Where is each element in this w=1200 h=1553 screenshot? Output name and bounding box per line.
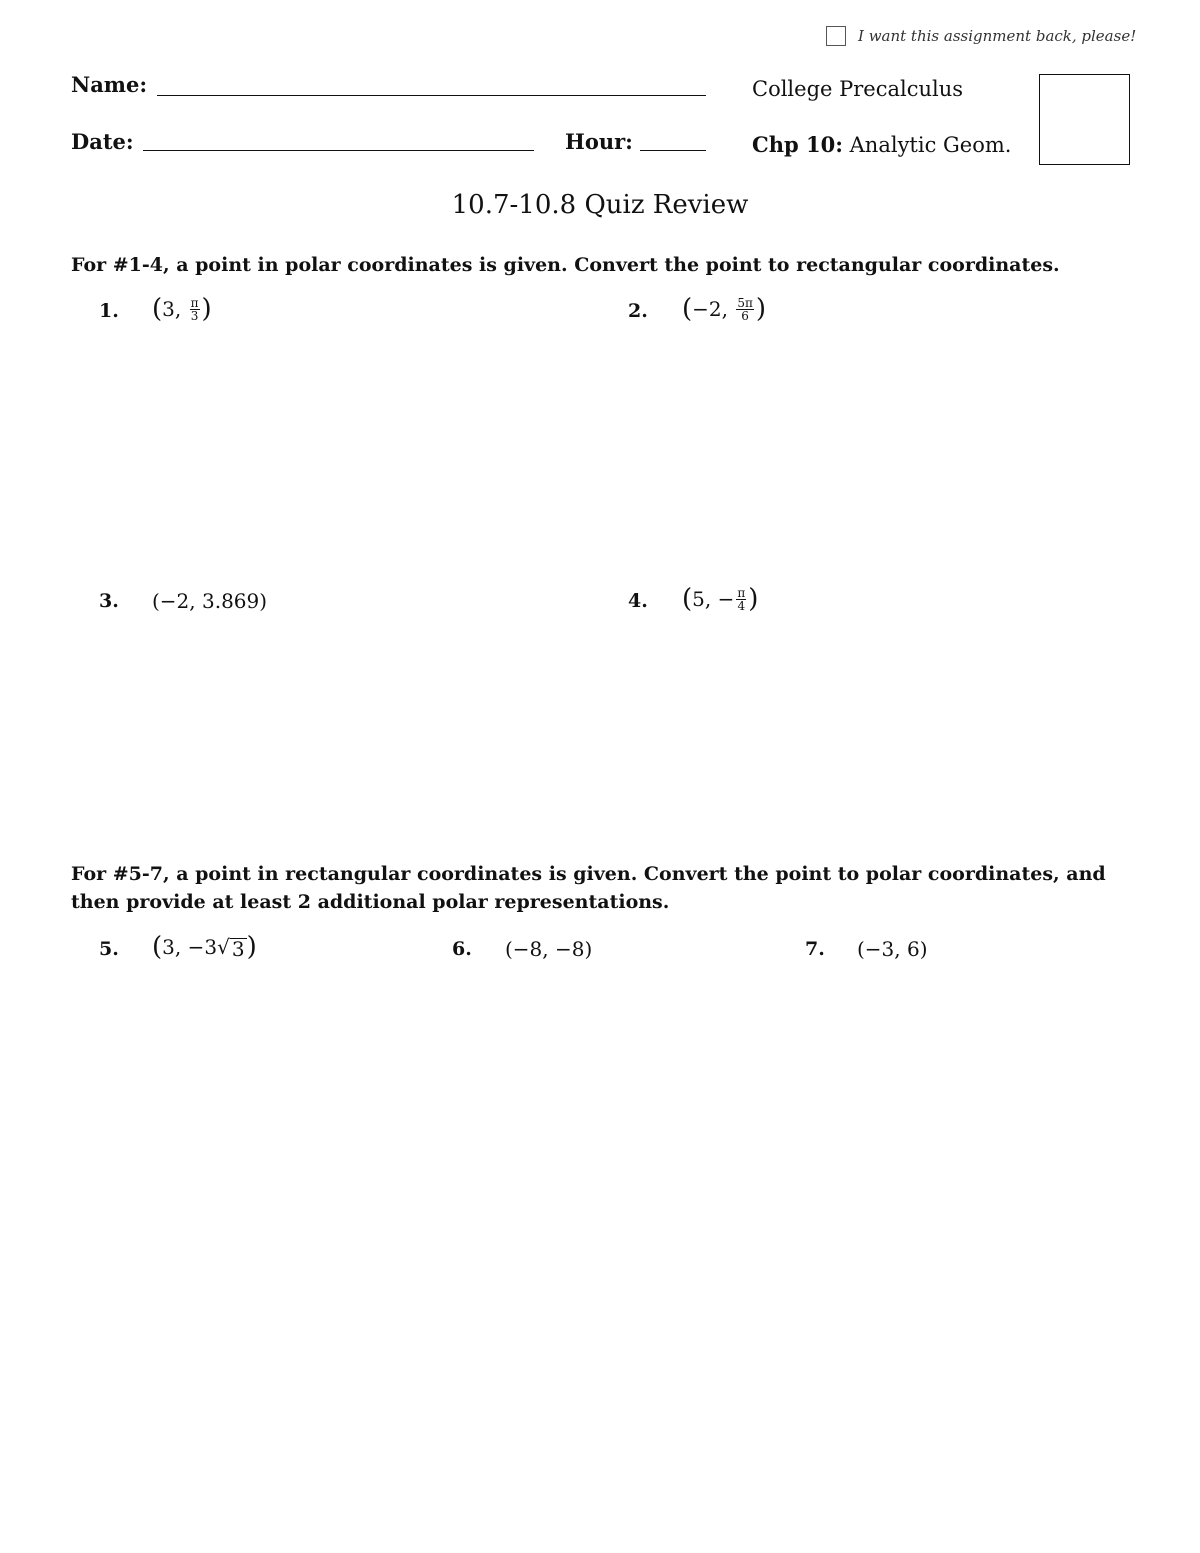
- problem-7-expression: (−3, 6): [857, 937, 928, 961]
- name-line[interactable]: [157, 95, 706, 96]
- chapter-title: Analytic Geom.: [849, 133, 1012, 157]
- name-label: Name:: [71, 72, 148, 97]
- problem-6-expression: (−8, −8): [505, 937, 593, 961]
- page-title: 10.7-10.8 Quiz Review: [451, 190, 749, 220]
- problem-3-expression: (−2, 3.869): [152, 589, 268, 613]
- chapter-label: Chp 10:: [752, 132, 843, 157]
- problem-4-angle: $\frac{\pi}{4}$: [737, 585, 746, 613]
- problem-3-number: 3.: [99, 590, 119, 612]
- problem-4-expression: ( 5 , − $\frac{\pi}{4}$ ): [682, 584, 759, 614]
- problem-1-angle: $\frac{\pi}{3}$: [190, 295, 199, 323]
- chapter-info: [752, 132, 1011, 157]
- problem-1-expression: ( 3 , $\frac{\pi}{3}$ ): [152, 294, 212, 324]
- problem-5-number: 5.: [99, 938, 119, 960]
- problem-4-number: 4.: [628, 590, 648, 612]
- return-checkbox[interactable]: [826, 26, 846, 46]
- sqrt-symbol: √ 3: [217, 935, 245, 961]
- hour-label: Hour:: [565, 129, 633, 154]
- problem-2-number: 2.: [628, 300, 648, 322]
- problem-1-number: 1.: [99, 300, 119, 322]
- score-box: [1039, 74, 1130, 165]
- date-label: Date:: [71, 129, 134, 154]
- problem-5-expression: ( 3 , −3 √ 3 ): [152, 932, 257, 962]
- section-1-instructions: For #1-4, a point in polar coordinates is given. Convert the point to rectangular coordinates.: [71, 254, 1060, 276]
- section-2-instructions: For #5-7, a point in rectangular coordinates is given. Convert the point to polar coordinates, and then provide at least 2 additional polar representations.: [71, 863, 1106, 913]
- hour-line[interactable]: [640, 150, 706, 151]
- date-line[interactable]: [143, 150, 534, 151]
- course-name: College Precalculus: [752, 77, 964, 101]
- problem-2-expression: ( −2 , $\frac{5\pi}{6}$ ): [682, 294, 767, 324]
- problem-2-angle: $\frac{5\pi}{6}$: [737, 295, 753, 323]
- problem-6-number: 6.: [452, 938, 472, 960]
- return-note: I want this assignment back, please!: [858, 27, 1137, 45]
- problem-7-number: 7.: [805, 938, 825, 960]
